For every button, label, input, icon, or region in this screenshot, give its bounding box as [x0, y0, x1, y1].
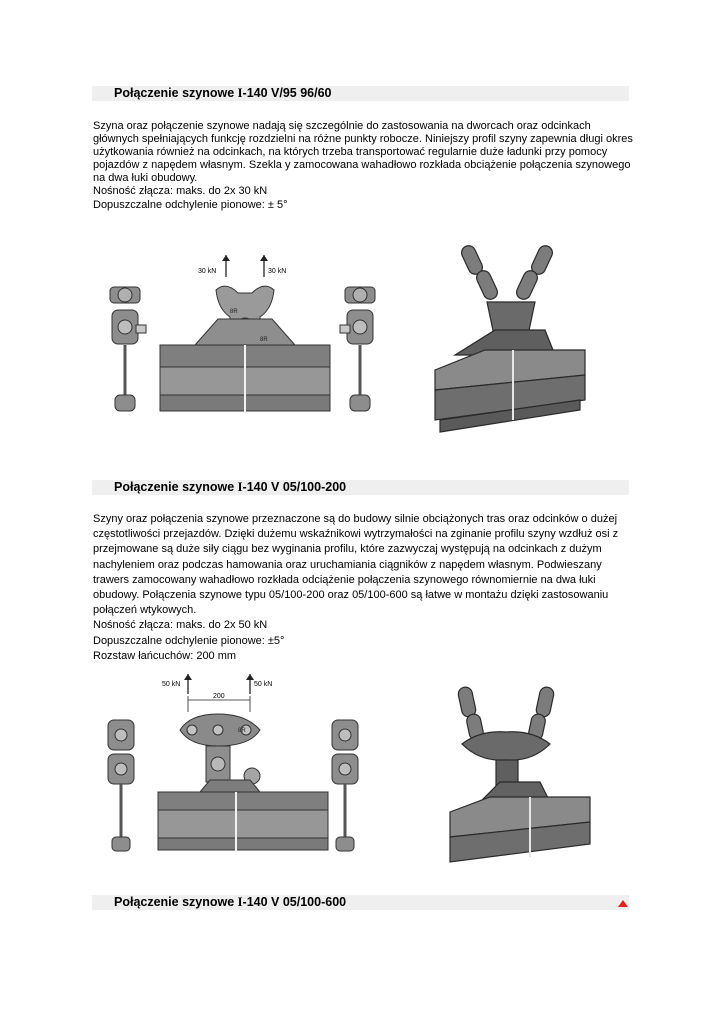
load-arrows — [184, 674, 254, 694]
section-3-title-bar — [92, 895, 629, 910]
load-label-left: 30 kN — [198, 268, 217, 275]
section-1-title: Połączenie szynowe I-140 V/95 96/60 — [114, 86, 332, 100]
front-view — [158, 714, 328, 852]
back-to-top-arrow-icon[interactable] — [618, 900, 628, 907]
section-3-title: Połączenie szynowe I-140 V 05/100-600 — [114, 895, 347, 909]
section-2-title: Połączenie szynowe I-140 V 05/100-200 — [114, 480, 347, 494]
side-view-right — [340, 287, 375, 411]
part-mark: 8R — [238, 728, 246, 734]
part-mark-2: 8R — [260, 337, 268, 343]
section-1-text — [93, 120, 633, 212]
section-2-spec-load: Nośność złącza: maks. do 2x 50 kN — [93, 619, 268, 632]
section-1-paragraph: Szyna oraz połączenie szynowe nadają się szczególnie do zastosowania na dworcach oraz odcinkach głównych spełniających funkcję rozdzielni na różne punkty robocze. Niniejszy profil szyny zapewnia długi okres użytkowania również na odcinkach, na których trzeba transportować regularnie duże ładunki przy pomocy pojazdów z napędem własnym. Szekla y zamocowana wahadłowo rozkłada obciążenie połączenia szynowego na dwa łuki obudowy. — [93, 120, 633, 185]
section-1-3d-render — [425, 240, 595, 440]
section-1-title-bar — [92, 86, 629, 101]
section-2-technical-drawing — [100, 672, 370, 857]
load-label-right: 30 kN — [268, 268, 287, 275]
section-1-technical-drawing — [100, 255, 410, 425]
section-1-spec-deflection: Dopuszczalne odchylenie pionowe: ± 5° — [93, 198, 288, 211]
front-view — [160, 286, 330, 413]
load-label-right: 50 kN — [254, 681, 273, 688]
load-label-left: 50 kN — [162, 681, 181, 688]
section-2-3d-render — [440, 682, 600, 872]
side-view-left — [108, 720, 134, 851]
section-2-title-bar — [92, 480, 629, 495]
dimension-label: 200 — [213, 693, 225, 700]
section-2-text — [93, 512, 633, 664]
side-view-left — [110, 287, 146, 411]
section-2-paragraph: Szyny oraz połączenia szynowe przeznaczone są do budowy silnie obciążonych tras oraz odcinków o dużej częstotliwości przejazdów. Dzięki dużemu wskaźnikowi wytrzymałości na zginanie profilu szyny wzdłuż osi z przejmowane są duże siły ciągu bez wyginania profilu, które zazwyczaj występują na odcinkach z dużym nachyleniem oraz podczas hamowania oraz uruchamiania ciągników z napędem własnym. Podwieszany trawers zamocowany wahadłowo rozkłada odciążenie połączenia szynowego równomiernie na dwa łuki obudowy. Połączenia szynowe typu 05/100-200 oraz 05/100-600 są łatwe w montażu dzięki zastosowaniu połączeń wtykowych. — [93, 513, 619, 617]
section-2-spec-deflection: Dopuszczalne odchylenie pionowe: ±5° — [93, 634, 285, 647]
section-1-spec-load: Nośność złącza: maks. do 2x 30 kN — [93, 185, 268, 198]
side-view-right — [332, 720, 358, 851]
part-mark-1: 8R — [230, 309, 238, 315]
section-2-spec-spacing: Rozstaw łańcuchów: 200 mm — [93, 649, 237, 662]
load-arrows — [222, 255, 268, 277]
